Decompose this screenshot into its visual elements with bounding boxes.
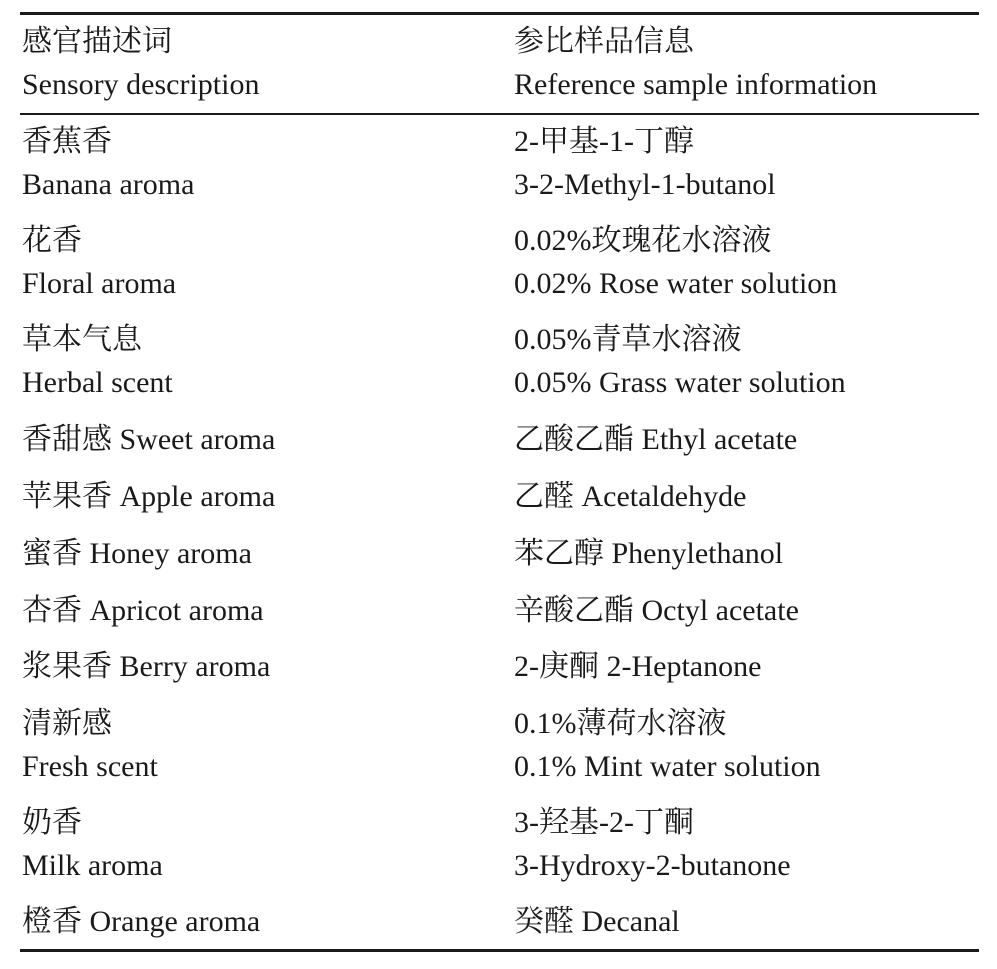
sensory-description-cell bbox=[22, 120, 194, 206]
ref-zh: 2-甲基-1-丁醇 bbox=[514, 125, 694, 158]
desc: 杏香 Apricot aroma bbox=[22, 594, 264, 627]
desc-zh: 花香 bbox=[22, 224, 82, 257]
desc: 苹果香 Apple aroma bbox=[22, 480, 276, 513]
sensory-description-cell bbox=[22, 801, 163, 887]
header-reference bbox=[514, 20, 877, 106]
ref: 癸醛 Decanal bbox=[514, 905, 680, 938]
table-bottom-rule bbox=[20, 949, 979, 952]
desc: 蜜香 Honey aroma bbox=[22, 537, 252, 570]
reference-sample-cell bbox=[514, 475, 746, 518]
reference-sample-cell bbox=[514, 532, 783, 575]
desc: 橙香 Orange aroma bbox=[22, 905, 261, 938]
sensory-description-cell bbox=[22, 318, 173, 404]
reference-sample-cell bbox=[514, 318, 846, 404]
sensory-description-cell bbox=[22, 645, 270, 688]
table-header-rule bbox=[20, 113, 979, 115]
reference-sample-cell bbox=[514, 219, 837, 305]
header-description-en: Sensory description bbox=[22, 68, 260, 101]
ref-en: 0.02% Rose water solution bbox=[514, 267, 838, 300]
desc-en: Floral aroma bbox=[22, 267, 177, 300]
sensory-description-cell bbox=[22, 219, 176, 305]
ref: 辛酸乙酯 Octyl acetate bbox=[514, 594, 799, 627]
reference-sample-cell bbox=[514, 645, 761, 688]
ref-zh: 0.02%玫瑰花水溶液 bbox=[514, 224, 772, 257]
sensory-description-cell bbox=[22, 702, 158, 788]
ref-en: 3-Hydroxy-2-butanone bbox=[514, 849, 791, 882]
header-reference-zh: 参比样品信息 bbox=[514, 25, 694, 58]
desc-en: Herbal scent bbox=[22, 366, 173, 399]
ref: 2-庚酮 2-Heptanone bbox=[514, 650, 762, 683]
desc-zh: 香蕉香 bbox=[22, 125, 112, 158]
ref-en: 3-2-Methyl-1-butanol bbox=[514, 168, 776, 201]
desc-en: Fresh scent bbox=[22, 750, 158, 783]
desc: 浆果香 Berry aroma bbox=[22, 650, 271, 683]
ref: 乙酸乙酯 Ethyl acetate bbox=[514, 423, 798, 456]
reference-sample-cell bbox=[514, 418, 797, 461]
reference-sample-cell bbox=[514, 120, 776, 206]
sensory-description-cell bbox=[22, 475, 275, 518]
desc: 香甜感 Sweet aroma bbox=[22, 423, 276, 456]
reference-sample-cell bbox=[514, 589, 799, 632]
header-description bbox=[22, 20, 259, 106]
desc-zh: 草本气息 bbox=[22, 323, 142, 356]
header-reference-en: Reference sample information bbox=[514, 68, 878, 101]
sensory-description-cell bbox=[22, 900, 260, 943]
sensory-description-cell bbox=[22, 589, 264, 632]
desc-zh: 清新感 bbox=[22, 707, 112, 740]
desc-zh: 奶香 bbox=[22, 806, 82, 839]
ref-zh: 3-羟基-2-丁酮 bbox=[514, 806, 694, 839]
ref-zh: 0.1%薄荷水溶液 bbox=[514, 707, 727, 740]
desc-en: Milk aroma bbox=[22, 849, 163, 882]
reference-sample-cell bbox=[514, 801, 791, 887]
ref-en: 0.05% Grass water solution bbox=[514, 366, 846, 399]
ref-en: 0.1% Mint water solution bbox=[514, 750, 821, 783]
desc-en: Banana aroma bbox=[22, 168, 195, 201]
ref: 苯乙醇 Phenylethanol bbox=[514, 537, 784, 570]
header-description-zh: 感官描述词 bbox=[22, 25, 172, 58]
table-top-rule bbox=[20, 12, 979, 15]
ref: 乙醛 Acetaldehyde bbox=[514, 480, 747, 513]
reference-sample-cell bbox=[514, 702, 821, 788]
ref-zh: 0.05%青草水溶液 bbox=[514, 323, 742, 356]
sensory-description-cell bbox=[22, 418, 275, 461]
sensory-description-cell bbox=[22, 532, 252, 575]
reference-sample-cell bbox=[514, 900, 680, 943]
